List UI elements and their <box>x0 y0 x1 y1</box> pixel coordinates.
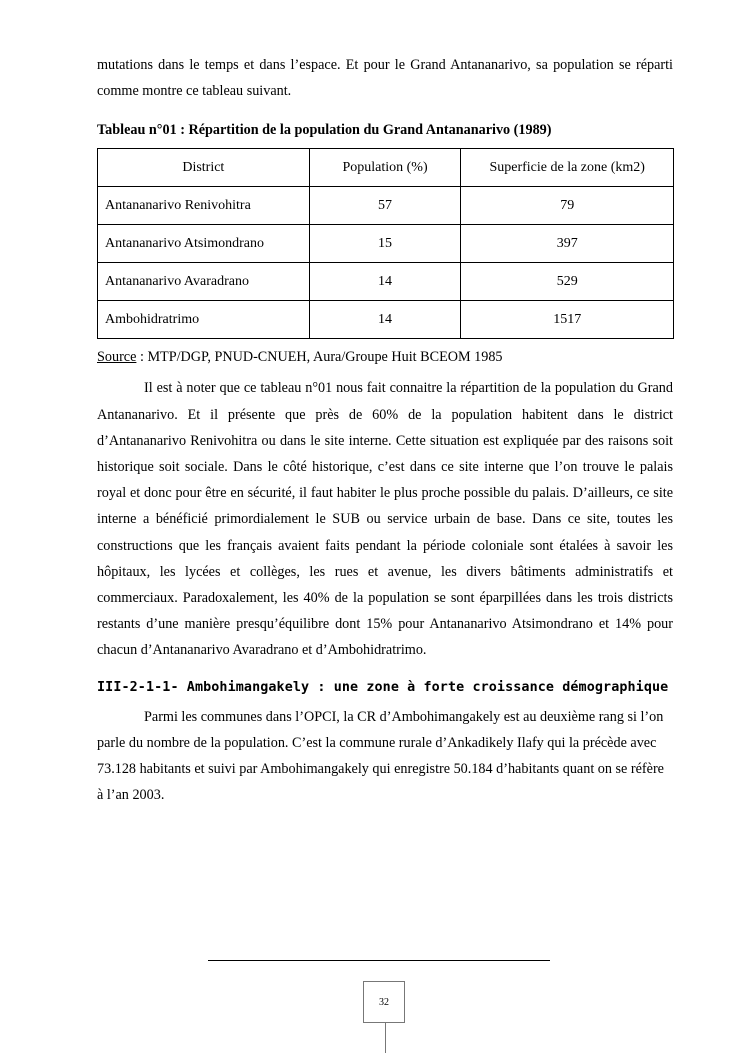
footer-divider <box>208 960 550 961</box>
cell-superficie: 529 <box>461 263 674 301</box>
header-population: Population (%) <box>309 149 461 187</box>
page-number-stem <box>385 1023 386 1053</box>
header-district: District <box>98 149 310 187</box>
population-table <box>97 148 674 339</box>
source-label: Source <box>97 349 137 366</box>
table-row <box>98 187 674 225</box>
cell-superficie: 1517 <box>461 301 674 339</box>
cell-population: 57 <box>309 187 461 225</box>
intro-paragraph: mutations dans le temps et dans l’espace. Et pour le Grand Antananarivo, sa population se réparti comme montre ce tableau suivant. <box>97 57 673 100</box>
cell-population: 15 <box>309 225 461 263</box>
cell-district: Ambohidratrimo <box>98 301 310 339</box>
document-page <box>97 52 673 808</box>
table-caption: Tableau n°01 : Répartition de la population du Grand Antananarivo (1989) <box>97 122 552 139</box>
section-heading: III-2-1-1- Ambohimangakely : une zone à forte croissance démographique <box>97 679 669 695</box>
table-source <box>97 347 673 367</box>
cell-population: 14 <box>309 301 461 339</box>
cell-superficie: 397 <box>461 225 674 263</box>
cell-district: Antananarivo Renivohitra <box>98 187 310 225</box>
table-row <box>98 301 674 339</box>
cell-superficie: 79 <box>461 187 674 225</box>
table-row <box>98 263 674 301</box>
section-paragraph: Parmi les communes dans l’OPCI, la CR d’Ambohimangakely est au deuxième rang si l’on parle du nombre de la population. C’est la commune rurale d’Ankadikely Ilafy qui la précède avec 73.128 habitants et suivi par Ambohimangakely qui enregistre 50.184 d’habitants quant on se réfère à l’an 2003. <box>97 708 664 804</box>
cell-district: Antananarivo Avaradrano <box>98 263 310 301</box>
table-row <box>98 225 674 263</box>
cell-district: Antananarivo Atsimondrano <box>98 225 310 263</box>
cell-population: 14 <box>309 263 461 301</box>
header-superficie: Superficie de la zone (km2) <box>461 149 674 187</box>
table-header-row <box>98 149 674 187</box>
analysis-paragraph: Il est à noter que ce tableau n°01 nous fait connaitre la répartition de la population du Grand Antananarivo. Et il présente que près de 60% de la population habitent dans le district d’Antananarivo Renivohitra ou dans le site interne. Cette situation est expliquée par des raisons soit historique soit sociale. Dans le côté historique, c’est dans ce site interne que l’on trouve le palais royal et donc pour être en sécurité, il faut habiter le plus proche possible du palais. D’ailleurs, ce site interne a bénéficié primordialement le SUB ou service urbain de base. Dans ce site, toutes les constructions que les français avaient faits pendant la période coloniale sont étalées à savoir les hôpitaux, les lycées et collèges, les rues et avenue, les divers bâtiments administratifs et commerciaux. Paradoxalement, les 40% de la population se sont éparpillées dans les trois districts restants d’une manière presqu’équilibre dont 15% pour Antananarivo Atsimondrano et 14% pour chacun d’Antananarivo Avaradrano et d’Ambohidratrimo. <box>97 380 673 659</box>
source-text: : MTP/DGP, PNUD-CNUEH, Aura/Groupe Huit BCEOM 1985 <box>136 349 503 366</box>
page-number: 32 <box>363 981 405 1023</box>
